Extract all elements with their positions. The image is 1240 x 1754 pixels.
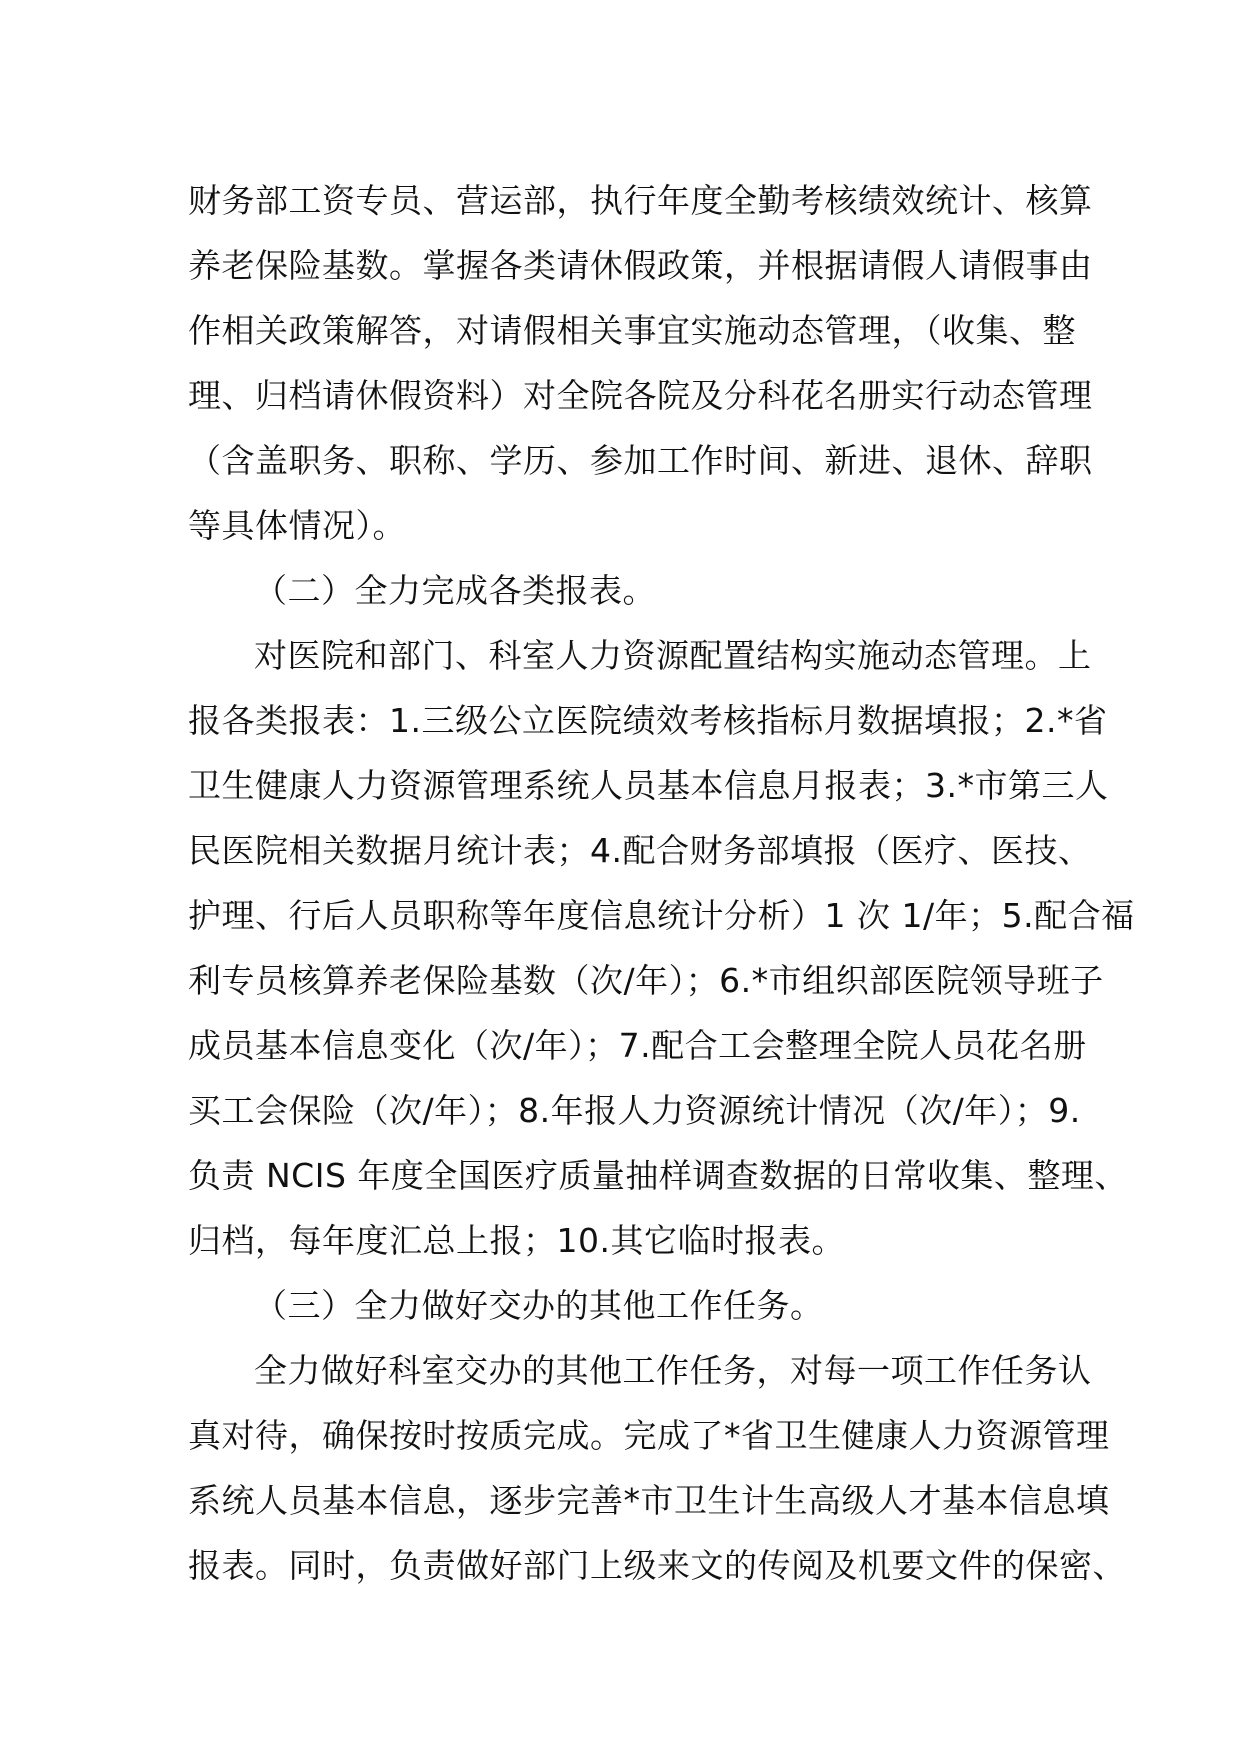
paragraph-line: （含盖职务、职称、学历、参加工作时间、新进、退休、辞职 bbox=[188, 441, 1093, 480]
paragraph-line: 真对待，确保按时按质完成。完成了*省卫生健康人力资源管理 bbox=[188, 1416, 1110, 1455]
paragraph-line: 理、归档请休假资料）对全院各院及分科花名册实行动态管理 bbox=[188, 376, 1093, 415]
paragraph-line: 买工会保险（次/年）；8.年报人力资源统计情况（次/年）；9. bbox=[188, 1091, 1081, 1130]
paragraph-line: 报各类报表：1.三级公立医院绩效考核指标月数据填报；2.*省 bbox=[188, 701, 1108, 740]
paragraph-line: 民医院相关数据月统计表；4.配合财务部填报（医疗、医技、 bbox=[188, 831, 1092, 870]
paragraph-line: 护理、行后人员职称等年度信息统计分析）1 次 1/年；5.配合福 bbox=[188, 896, 1135, 935]
paragraph-line: 全力做好科室交办的其他工作任务，对每一项工作任务认 bbox=[254, 1351, 1092, 1390]
paragraph-line: 等具体情况）。 bbox=[188, 506, 406, 545]
paragraph-line: 负责 NCIS 年度全国医疗质量抽样调查数据的日常收集、整理、 bbox=[188, 1156, 1128, 1195]
paragraph-line: 成员基本信息变化（次/年）；7.配合工会整理全院人员花名册 bbox=[188, 1026, 1087, 1065]
section-heading: （二）全力完成各类报表。 bbox=[254, 571, 656, 610]
paragraph-line: 养老保险基数。掌握各类请休假政策，并根据请假人请假事由 bbox=[188, 246, 1093, 285]
paragraph-line: 作相关政策解答，对请假相关事宜实施动态管理，（收集、整 bbox=[188, 311, 1076, 350]
paragraph-line: 归档，每年度汇总上报；10.其它临时报表。 bbox=[188, 1221, 845, 1260]
document-body bbox=[188, 168, 1135, 1598]
paragraph-line: 利专员核算养老保险基数（次/年）；6.*市组织部医院领导班子 bbox=[188, 961, 1104, 1000]
paragraph-line: 报表。同时，负责做好部门上级来文的传阅及机要文件的保密、 bbox=[188, 1546, 1126, 1585]
paragraph-line: 卫生健康人力资源管理系统人员基本信息月报表；3.*市第三人 bbox=[188, 766, 1109, 805]
paragraph-line: 对医院和部门、科室人力资源配置结构实施动态管理。上 bbox=[254, 636, 1092, 675]
paragraph-line: 财务部工资专员、营运部，执行年度全勤考核绩效统计、核算 bbox=[188, 181, 1093, 220]
paragraph-line: 系统人员基本信息，逐步完善*市卫生计生高级人才基本信息填 bbox=[188, 1481, 1110, 1520]
section-heading: （三）全力做好交办的其他工作任务。 bbox=[254, 1286, 824, 1325]
